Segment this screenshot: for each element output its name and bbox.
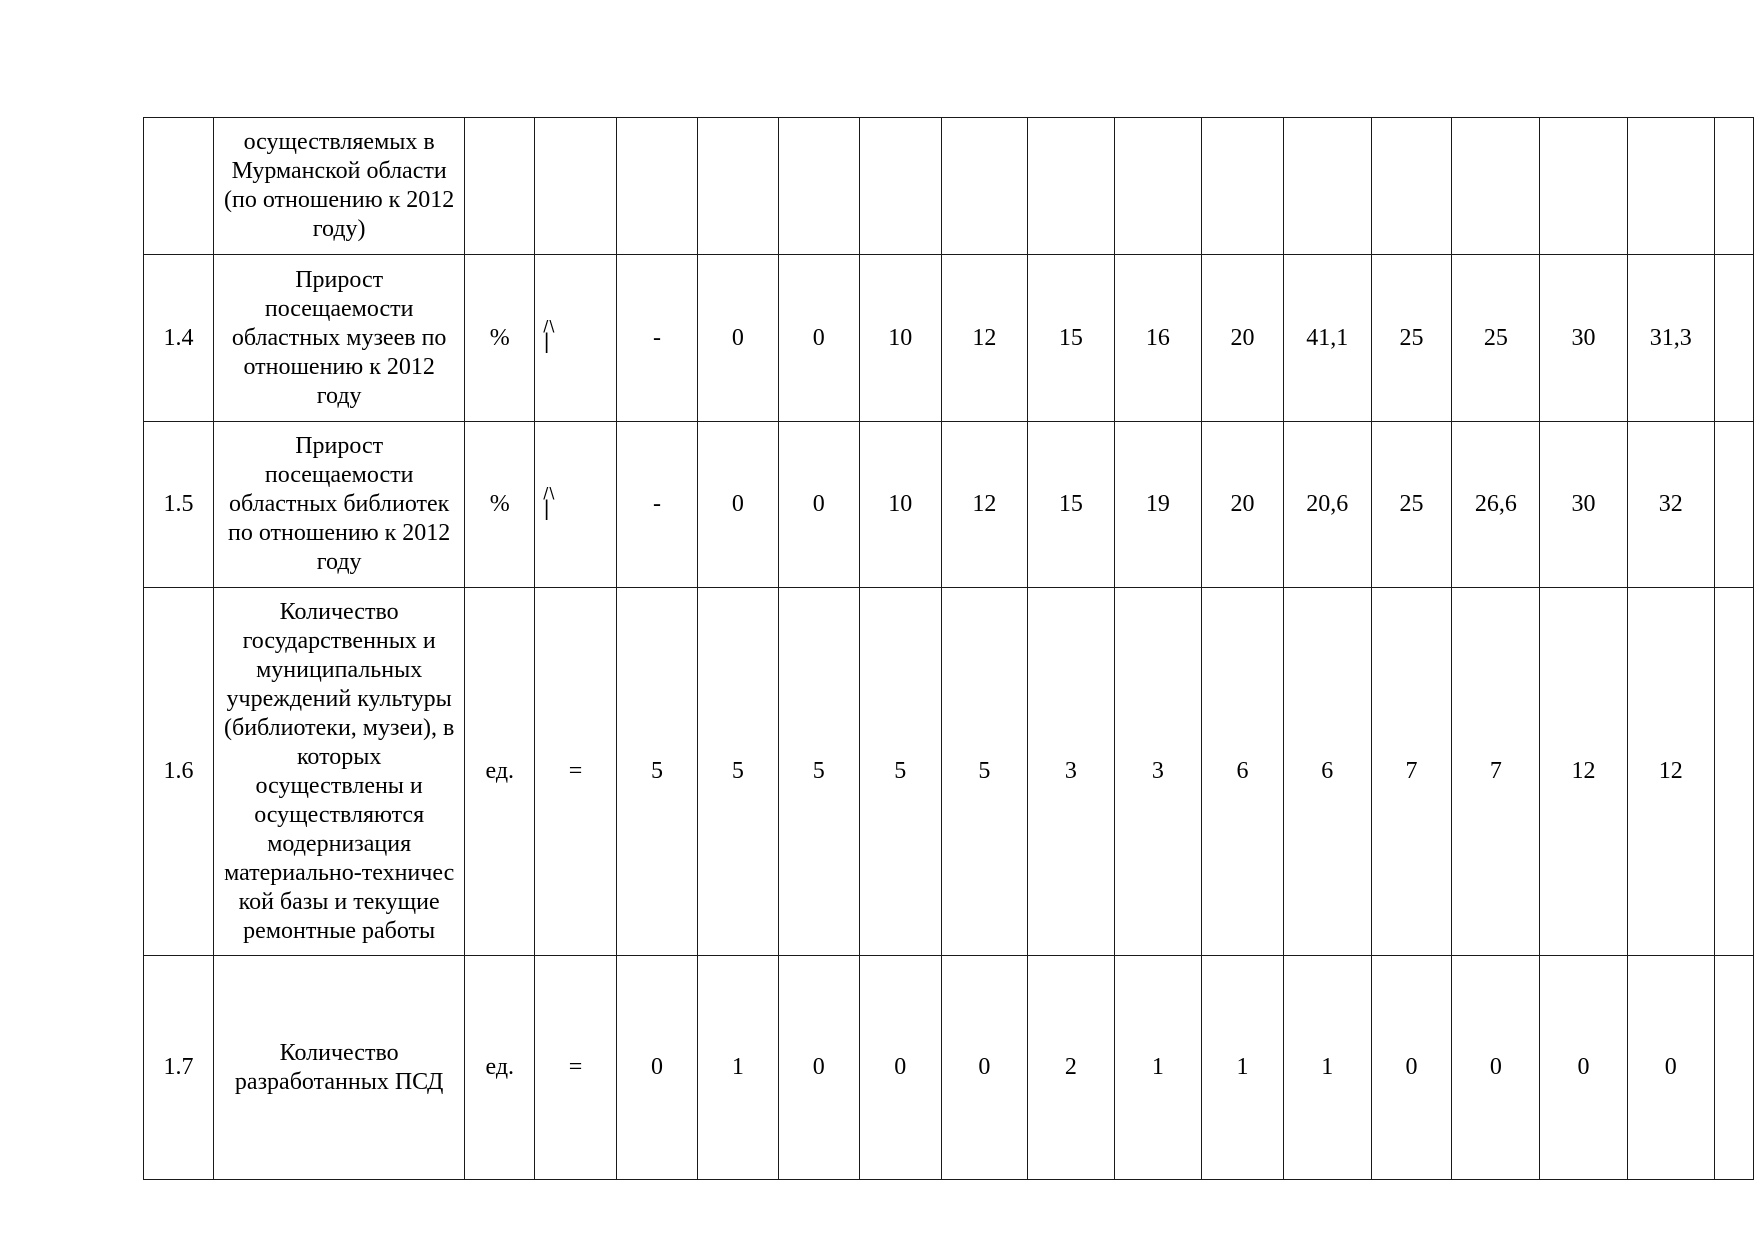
value-cell xyxy=(1714,118,1753,255)
trend: = xyxy=(535,956,617,1180)
unit: % xyxy=(465,255,535,422)
indicator-name xyxy=(214,956,465,1180)
indicator-name-line: Прирост xyxy=(295,266,384,293)
value-cell: 7 xyxy=(1371,588,1452,956)
indicator-name-line: Количество xyxy=(279,1039,399,1066)
value-cell: 10 xyxy=(859,422,941,588)
value-cell: 6 xyxy=(1202,588,1284,956)
arrow-up-icon xyxy=(535,483,616,520)
value-cell: 12 xyxy=(1540,588,1628,956)
indicator-name-line: материально-техничес xyxy=(224,859,455,886)
value-cell xyxy=(1452,118,1540,255)
value-cell: 30 xyxy=(1540,422,1628,588)
value-cell xyxy=(1714,956,1753,1180)
indicator-name xyxy=(214,118,465,255)
indicator-name-line: посещаемости xyxy=(264,295,414,322)
value-cell: 0 xyxy=(941,956,1028,1180)
value-cell: 6 xyxy=(1283,588,1371,956)
value-cell: 5 xyxy=(941,588,1028,956)
value-cell: 20 xyxy=(1202,255,1284,422)
indicator-name-line: отношению к 2012 xyxy=(243,353,435,380)
trend xyxy=(535,422,617,588)
indicator-name-line: Количество xyxy=(279,598,399,625)
unit: % xyxy=(465,422,535,588)
value-cell: 3 xyxy=(1028,588,1115,956)
value-cell: 1 xyxy=(698,956,778,1180)
value-cell: 15 xyxy=(1028,422,1115,588)
row-number: 1.5 xyxy=(144,422,214,588)
indicator-name-line: году xyxy=(316,549,362,575)
arrow-up-icon xyxy=(535,317,616,353)
unit: ед. xyxy=(465,956,535,1180)
value-cell: 1 xyxy=(1202,956,1284,1180)
value-cell: 0 xyxy=(698,422,778,588)
value-cell xyxy=(1714,255,1753,422)
indicator-name-line: осуществлены и xyxy=(255,772,423,799)
value-cell: 0 xyxy=(698,255,778,422)
value-cell xyxy=(1283,118,1371,255)
indicator-name-line: посещаемости xyxy=(264,462,414,488)
value-cell: 0 xyxy=(616,956,697,1180)
value-cell: - xyxy=(616,255,697,422)
value-cell: 15 xyxy=(1028,255,1115,422)
indicator-name-line: Мурманской области xyxy=(231,158,447,184)
value-cell: 3 xyxy=(1114,588,1202,956)
value-cell: 0 xyxy=(1627,956,1714,1180)
value-cell: 16 xyxy=(1114,255,1202,422)
value-cell xyxy=(1540,118,1628,255)
value-cell: 2 xyxy=(1028,956,1115,1180)
trend xyxy=(535,118,617,255)
value-cell: 12 xyxy=(941,255,1028,422)
table-row xyxy=(144,255,1754,422)
value-cell: 31,3 xyxy=(1627,255,1714,422)
value-cell: 10 xyxy=(859,255,941,422)
table-row xyxy=(144,422,1754,588)
value-cell: 20 xyxy=(1202,422,1284,588)
row-number: 1.7 xyxy=(144,956,214,1180)
value-cell: 0 xyxy=(778,422,859,588)
indicator-name-line: году xyxy=(316,382,362,409)
arrow-stem: | xyxy=(543,329,551,353)
value-cell xyxy=(859,118,941,255)
indicator-name-line: ремонтные работы xyxy=(243,917,436,944)
value-cell: 25 xyxy=(1371,422,1452,588)
value-cell xyxy=(1627,118,1714,255)
unit: ед. xyxy=(465,588,535,956)
value-cell xyxy=(1714,422,1753,588)
arrow-stem: | xyxy=(543,495,551,520)
indicator-name-line: областных музеев по xyxy=(231,324,447,351)
value-cell: 0 xyxy=(778,956,859,1180)
value-cell: 32 xyxy=(1627,422,1714,588)
value-cell: 5 xyxy=(698,588,778,956)
value-cell: 1 xyxy=(1283,956,1371,1180)
row-number: 1.4 xyxy=(144,255,214,422)
indicator-name xyxy=(214,255,465,422)
value-cell xyxy=(778,118,859,255)
indicator-name-line: осуществляемых в xyxy=(243,129,435,155)
table-row xyxy=(144,956,1754,1180)
value-cell: 26,6 xyxy=(1452,422,1540,588)
table-row xyxy=(144,118,1754,255)
table-row xyxy=(144,588,1754,956)
value-cell: 20,6 xyxy=(1283,422,1371,588)
row-number xyxy=(144,118,214,255)
indicator-name-line: (библиотеки, музеи), в xyxy=(224,714,455,741)
indicator-name-line: учреждений культуры xyxy=(226,685,452,712)
value-cell xyxy=(1371,118,1452,255)
value-cell: 1 xyxy=(1114,956,1202,1180)
trend xyxy=(535,255,617,422)
arrow-head: /\ xyxy=(543,483,556,502)
value-cell: - xyxy=(616,422,697,588)
value-cell: 0 xyxy=(859,956,941,1180)
trend: = xyxy=(535,588,617,956)
value-cell xyxy=(1714,588,1753,956)
indicators-table xyxy=(143,117,1754,1180)
indicator-name-line: Прирост xyxy=(295,433,384,459)
value-cell: 25 xyxy=(1371,255,1452,422)
indicator-name-line: (по отношению к 2012 xyxy=(224,187,455,213)
value-cell: 25 xyxy=(1452,255,1540,422)
value-cell: 0 xyxy=(1540,956,1628,1180)
value-cell xyxy=(616,118,697,255)
row-number: 1.6 xyxy=(144,588,214,956)
indicator-name xyxy=(214,422,465,588)
value-cell xyxy=(1202,118,1284,255)
indicator-name-line: муниципальных xyxy=(256,656,423,683)
indicator-name-line: областных библиотек xyxy=(228,491,450,517)
value-cell: 12 xyxy=(941,422,1028,588)
value-cell: 0 xyxy=(1371,956,1452,1180)
value-cell: 30 xyxy=(1540,255,1628,422)
indicator-name-line: разработанных ПСД xyxy=(234,1068,444,1095)
indicator-name-line: по отношению к 2012 xyxy=(228,520,451,546)
indicator-name-line: кой базы и текущие xyxy=(238,888,440,915)
indicator-name-line: которых xyxy=(296,743,382,770)
value-cell: 19 xyxy=(1114,422,1202,588)
unit xyxy=(465,118,535,255)
value-cell: 41,1 xyxy=(1283,255,1371,422)
indicator-name-line: модернизация xyxy=(267,830,412,857)
value-cell: 5 xyxy=(616,588,697,956)
value-cell: 5 xyxy=(778,588,859,956)
value-cell xyxy=(698,118,778,255)
indicator-name-line: году) xyxy=(312,216,366,242)
value-cell: 5 xyxy=(859,588,941,956)
arrow-head: /\ xyxy=(543,317,556,335)
value-cell xyxy=(1028,118,1115,255)
value-cell xyxy=(941,118,1028,255)
value-cell: 7 xyxy=(1452,588,1540,956)
indicator-name-line: осуществляются xyxy=(254,801,425,828)
indicator-name-line: государственных и xyxy=(242,627,436,654)
value-cell: 0 xyxy=(778,255,859,422)
value-cell xyxy=(1114,118,1202,255)
value-cell: 0 xyxy=(1452,956,1540,1180)
value-cell: 12 xyxy=(1627,588,1714,956)
indicator-name xyxy=(214,588,465,956)
